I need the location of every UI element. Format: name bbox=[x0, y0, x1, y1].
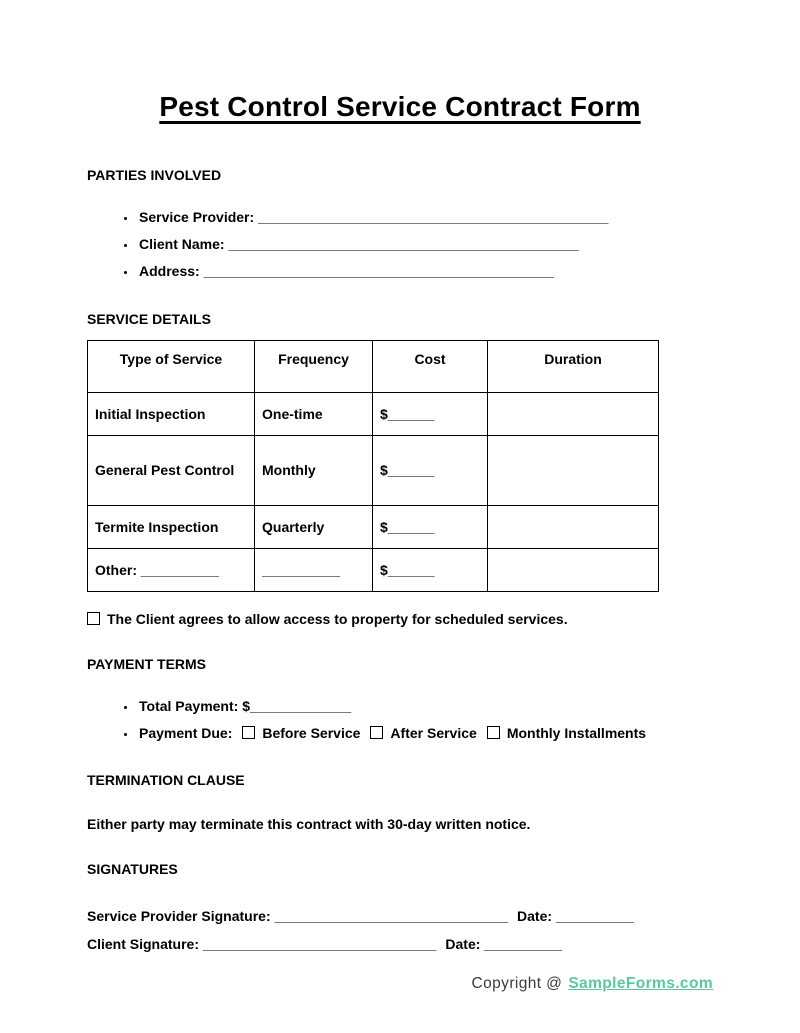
fill-line-client-name: _____________________________________________ bbox=[228, 236, 579, 252]
date-label: Date: bbox=[445, 936, 481, 952]
table-cell bbox=[488, 436, 659, 506]
date-fill-line: __________ bbox=[555, 908, 634, 924]
table-cell bbox=[488, 393, 659, 436]
table-cell: $______ bbox=[373, 506, 488, 549]
option-after-service bbox=[370, 725, 476, 741]
option-label: After Service bbox=[390, 725, 477, 741]
col-header-cost: Cost bbox=[373, 341, 488, 393]
table-cell: $______ bbox=[373, 549, 488, 592]
option-before-service bbox=[242, 725, 360, 741]
section-heading-service-details: SERVICE DETAILS bbox=[87, 311, 211, 327]
access-agreement-checkbox[interactable] bbox=[87, 612, 100, 625]
table-header-row bbox=[88, 341, 659, 393]
section-heading-parties: PARTIES INVOLVED bbox=[87, 167, 222, 183]
signature-label: Service Provider Signature: bbox=[87, 908, 271, 924]
before-service-checkbox[interactable] bbox=[242, 726, 255, 739]
table-row bbox=[88, 549, 659, 592]
field-label: Service Provider: bbox=[139, 209, 255, 225]
date-fill-line: __________ bbox=[484, 936, 563, 952]
field-address bbox=[137, 258, 713, 285]
copyright-text: Copyright @ bbox=[471, 975, 563, 992]
table-row bbox=[88, 436, 659, 506]
signature-block bbox=[87, 902, 713, 958]
table-cell: Monthly bbox=[255, 436, 373, 506]
fill-line-service-provider: _____________________________________________ bbox=[258, 209, 609, 225]
table-cell: Other: __________ bbox=[88, 549, 255, 592]
col-header-duration: Duration bbox=[488, 341, 659, 393]
service-details-table bbox=[87, 340, 659, 592]
table-cell: $______ bbox=[373, 436, 488, 506]
option-label: Monthly Installments bbox=[506, 725, 647, 741]
col-header-type-of-service: Type of Service bbox=[88, 341, 255, 393]
table-cell: One-time bbox=[255, 393, 373, 436]
table-cell: __________ bbox=[255, 549, 373, 592]
access-agreement-row bbox=[87, 609, 713, 629]
signature-fill-line: ______________________________ bbox=[274, 908, 509, 924]
table-cell: Initial Inspection bbox=[88, 393, 255, 436]
field-payment-due bbox=[137, 720, 713, 747]
table-cell: General Pest Control bbox=[88, 436, 255, 506]
signature-fill-line: ______________________________ bbox=[202, 936, 437, 952]
after-service-checkbox[interactable] bbox=[370, 726, 383, 739]
service-provider-signature-row bbox=[87, 902, 713, 930]
monthly-installments-checkbox[interactable] bbox=[487, 726, 500, 739]
termination-clause-text: Either party may terminate this contract with 30-day written notice. bbox=[87, 816, 531, 832]
page-title: Pest Control Service Contract Form bbox=[159, 91, 641, 122]
section-heading-payment-terms: PAYMENT TERMS bbox=[87, 656, 207, 672]
access-agreement-text: The Client agrees to allow access to property for scheduled services. bbox=[107, 611, 568, 627]
section-heading-signatures: SIGNATURES bbox=[87, 861, 178, 877]
field-label: Address: bbox=[139, 263, 200, 279]
field-service-provider bbox=[137, 204, 713, 231]
table-cell bbox=[488, 549, 659, 592]
table-cell: Quarterly bbox=[255, 506, 373, 549]
table-row bbox=[88, 393, 659, 436]
table-cell: Termite Inspection bbox=[88, 506, 255, 549]
sampleforms-link[interactable]: SampleForms.com bbox=[568, 975, 713, 992]
field-label: Total Payment: $ bbox=[139, 698, 250, 714]
option-label: Before Service bbox=[262, 725, 361, 741]
option-monthly-installments bbox=[487, 725, 646, 741]
client-signature-row bbox=[87, 930, 713, 958]
field-total-payment bbox=[137, 693, 713, 720]
field-client-name bbox=[137, 231, 713, 258]
section-heading-termination-clause: TERMINATION CLAUSE bbox=[87, 772, 245, 788]
table-row bbox=[88, 506, 659, 549]
field-label: Client Name: bbox=[139, 236, 225, 252]
col-header-frequency: Frequency bbox=[255, 341, 373, 393]
date-label: Date: bbox=[517, 908, 553, 924]
fill-line-address: _____________________________________________ bbox=[203, 263, 554, 279]
field-label: Payment Due: bbox=[139, 725, 233, 741]
payment-terms-list bbox=[87, 693, 713, 747]
signature-label: Client Signature: bbox=[87, 936, 200, 952]
parties-field-list bbox=[87, 204, 713, 285]
document-page bbox=[0, 90, 800, 993]
footer bbox=[87, 975, 713, 993]
fill-line-total-payment: _____________ bbox=[250, 698, 352, 714]
table-cell bbox=[488, 506, 659, 549]
table-cell: $______ bbox=[373, 393, 488, 436]
